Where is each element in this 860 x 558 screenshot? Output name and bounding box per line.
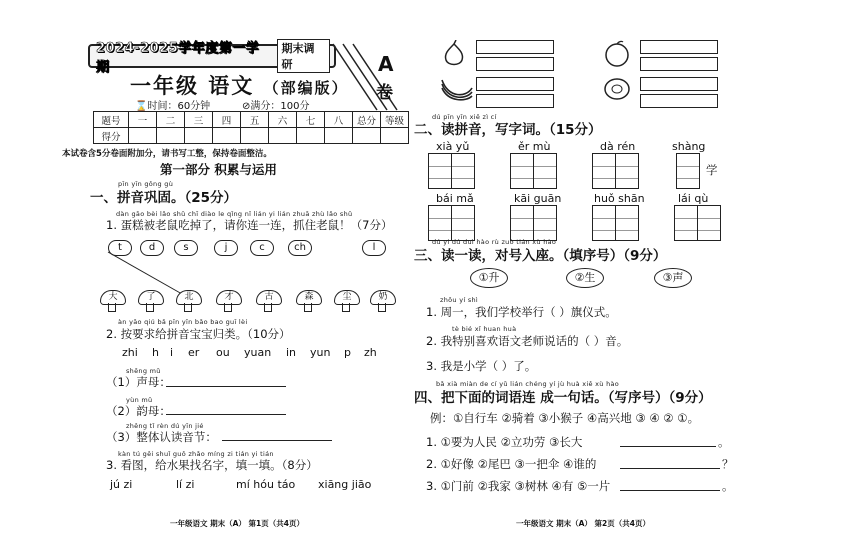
hanzi-mushroom[interactable]: 奶 bbox=[370, 290, 394, 312]
table-cell[interactable] bbox=[185, 128, 213, 144]
syllable: yuan bbox=[244, 346, 272, 359]
fruit-word: mí hóu táo bbox=[236, 478, 296, 491]
table-cell[interactable] bbox=[297, 128, 325, 144]
q4-item-end: 。 bbox=[722, 479, 734, 493]
q4-item: 2. ①好像 ②尾巴 ③一把伞 ④谁的 bbox=[426, 457, 597, 471]
table-cell[interactable] bbox=[353, 128, 381, 144]
q4-item: 1. ①要为人民 ②立功劳 ③长大 bbox=[426, 435, 583, 449]
pinyin-cloud[interactable]: c bbox=[250, 240, 274, 256]
q1-1-pinyin: dàn gāo bèi lǎo shǔ chī diào le qǐng nǐ lián yi lián zhuā zhù lǎo shǔ bbox=[116, 210, 353, 218]
banner-type: 期末调研 bbox=[277, 39, 330, 73]
hanzi-mushroom[interactable]: 北 bbox=[176, 290, 200, 312]
fruit-word: lí zi bbox=[176, 478, 195, 491]
table-cell[interactable] bbox=[381, 128, 409, 144]
table-cell[interactable] bbox=[129, 128, 157, 144]
q1-pinyin: pīn yīn gǒng gù bbox=[118, 180, 174, 188]
table-cell[interactable] bbox=[325, 128, 353, 144]
table-cell: 总分 bbox=[353, 112, 381, 128]
tianzige-box[interactable] bbox=[510, 153, 556, 189]
pinyin-cloud[interactable]: l bbox=[362, 240, 386, 256]
tianzige-box[interactable] bbox=[510, 205, 556, 241]
answer-box[interactable] bbox=[476, 94, 554, 108]
table-cell: 三 bbox=[185, 112, 213, 128]
word-pinyin: bái mǎ bbox=[436, 192, 474, 205]
answer-box[interactable] bbox=[640, 57, 718, 71]
right-page bbox=[410, 0, 860, 558]
exam-banner bbox=[88, 41, 336, 75]
hanzi-mushroom[interactable]: 森 bbox=[296, 290, 320, 312]
option-oval: ②生 bbox=[566, 268, 604, 288]
banana-icon bbox=[438, 74, 474, 102]
table-cell: 等级 bbox=[381, 112, 409, 128]
page-footer: 一年级语文 期末（A） 第2页（共4页） bbox=[516, 519, 650, 528]
pear-icon bbox=[438, 40, 470, 68]
answer-line[interactable] bbox=[166, 414, 286, 415]
sentence: 1. 周一，我们学校举行（ ）旗仪式。 bbox=[426, 305, 617, 319]
table-cell: 一 bbox=[129, 112, 157, 128]
q4-pinyin: bǎ xià miàn de cí yǔ lián chéng yí jù huà xiě xù hào bbox=[436, 380, 620, 388]
answer-box[interactable] bbox=[640, 40, 718, 54]
table-cell: 二 bbox=[157, 112, 185, 128]
fruit-word: jú zi bbox=[110, 478, 133, 491]
hanzi-mushroom[interactable]: 尘 bbox=[334, 290, 358, 312]
zhengti-label: （3）整体认读音节： bbox=[106, 430, 217, 444]
option-oval: ①升 bbox=[470, 268, 508, 288]
pinyin-cloud[interactable]: d bbox=[140, 240, 164, 256]
q2-title: 二、读拼音，写字词。（15分） bbox=[414, 122, 602, 138]
word-pinyin: dà rén bbox=[600, 140, 636, 153]
s1-pinyin: zhōu yí shì bbox=[440, 296, 479, 304]
syllable: i bbox=[170, 346, 174, 359]
tianzige-box[interactable] bbox=[674, 205, 720, 241]
q4-item: 3. ①门前 ②我家 ③树林 ④有 ⑤一片 bbox=[426, 479, 611, 493]
corner-decoration bbox=[325, 40, 410, 120]
fruit-word: xiāng jiāo bbox=[318, 478, 372, 491]
table-cell[interactable] bbox=[213, 128, 241, 144]
left-page bbox=[0, 0, 410, 558]
tianzige-box[interactable] bbox=[592, 153, 638, 189]
syllable: yun bbox=[310, 346, 331, 359]
clock-icon: ⌛ bbox=[135, 101, 148, 112]
zhengti-pinyin: zhěng tǐ rèn dú yīn jié bbox=[126, 422, 204, 430]
table-cell[interactable] bbox=[241, 128, 269, 144]
word-pinyin: xià yǔ bbox=[436, 140, 470, 153]
syllable: er bbox=[188, 346, 200, 359]
q2-pinyin: dú pīn yīn xiě zì cí bbox=[432, 113, 497, 121]
syllable: in bbox=[286, 346, 297, 359]
page-title bbox=[130, 70, 349, 100]
tianzige-box[interactable] bbox=[428, 205, 474, 241]
word-pinyin: lái qù bbox=[678, 192, 709, 205]
table-cell[interactable] bbox=[269, 128, 297, 144]
option-oval: ③声 bbox=[654, 268, 692, 288]
q3-pinyin: dú yi dú duì hào rù zuò tián xù hào bbox=[432, 238, 557, 246]
q4-title: 四、把下面的词语连 成一句话。（写序号）（9分） bbox=[414, 390, 712, 406]
paper-suffix: 卷 bbox=[376, 83, 393, 103]
word-suffix: 学 bbox=[706, 163, 718, 177]
shengmu-label: （1）声母： bbox=[106, 375, 171, 389]
table-cell: 得分 bbox=[94, 128, 129, 144]
q1-2-pinyin: àn yāo qiú bǎ pīn yīn bǎo bao guī lèi bbox=[118, 318, 248, 326]
hanzi-mushroom[interactable]: 古 bbox=[256, 290, 280, 312]
pinyin-cloud[interactable]: j bbox=[214, 240, 238, 256]
yunmu-pinyin: yùn mǔ bbox=[126, 396, 153, 404]
table-cell: 六 bbox=[269, 112, 297, 128]
syllable: h bbox=[152, 346, 159, 359]
answer-box[interactable] bbox=[476, 77, 554, 91]
table-cell: 八 bbox=[325, 112, 353, 128]
paper-letter: A bbox=[378, 52, 394, 76]
answer-box[interactable] bbox=[640, 94, 718, 108]
hanzi-mushroom[interactable]: 才 bbox=[216, 290, 240, 312]
syllable: p bbox=[344, 346, 351, 359]
table-cell: 七 bbox=[297, 112, 325, 128]
hanzi-mushroom[interactable]: 了 bbox=[138, 290, 162, 312]
q4-item-end: 。 bbox=[718, 435, 730, 449]
answer-line[interactable] bbox=[620, 490, 720, 491]
table-cell[interactable] bbox=[157, 128, 185, 144]
orange-icon bbox=[602, 40, 632, 68]
q1-3-text: 3. 看图，给水果找名字，填一填。（8分） bbox=[106, 458, 318, 472]
answer-line[interactable] bbox=[166, 386, 286, 387]
exam-note: 本试卷含5分卷面附加分，请书写工整，保持卷面整洁。 bbox=[62, 149, 272, 159]
pinyin-cloud[interactable]: s bbox=[174, 240, 198, 256]
tianzige-box[interactable] bbox=[592, 205, 638, 241]
answer-box[interactable] bbox=[640, 77, 718, 91]
shengmu-pinyin: shēng mǔ bbox=[126, 367, 161, 375]
table-cell: 四 bbox=[213, 112, 241, 128]
q1-title: 一、拼音巩固。（25分） bbox=[90, 190, 238, 206]
q1-1-text: 1. 蛋糕被老鼠吃掉了，请你连一连，抓住老鼠！（7分） bbox=[106, 218, 393, 232]
q1-3-pinyin: kàn tú gěi shuǐ guǒ zhǎo míng zi tián yi tián bbox=[118, 450, 274, 458]
score-table bbox=[93, 111, 409, 144]
yunmu-label: （2）韵母： bbox=[106, 404, 171, 418]
word-pinyin: kāi guān bbox=[514, 192, 562, 205]
answer-box[interactable] bbox=[476, 57, 554, 71]
time-info: ⌛时间：60分钟 bbox=[135, 101, 211, 112]
answer-line[interactable] bbox=[620, 468, 720, 469]
answer-line[interactable] bbox=[222, 440, 332, 441]
syllable: ou bbox=[216, 346, 230, 359]
answer-box[interactable] bbox=[476, 40, 554, 54]
word-pinyin: ěr mù bbox=[518, 140, 551, 153]
answer-line[interactable] bbox=[620, 446, 716, 447]
word-pinyin: huǒ shān bbox=[594, 192, 645, 205]
score-table-header bbox=[94, 112, 409, 128]
example-line: 例：①自行车 ②骑着 ③小猴子 ④高兴地 ③ ④ ② ①。 bbox=[430, 411, 700, 425]
tianzige-box[interactable] bbox=[676, 153, 699, 189]
edition: （部编版） bbox=[263, 79, 349, 97]
check-circle-icon: ⊘ bbox=[242, 101, 251, 112]
sentence: 2. 我特别喜欢语文老师说话的（ ）音。 bbox=[426, 334, 629, 348]
score-info: ⊘满分：100分 bbox=[242, 101, 310, 112]
grade-subject: 一年级 语文 bbox=[130, 74, 255, 98]
kiwi-icon bbox=[602, 76, 632, 102]
pinyin-cloud[interactable]: t bbox=[108, 240, 132, 256]
syllable: zh bbox=[364, 346, 377, 359]
table-cell: 题号 bbox=[94, 112, 129, 128]
part-title: 第一部分 积累与运用 bbox=[160, 162, 277, 177]
banner-year-term: 2024-2025学年度第一学期 bbox=[96, 41, 260, 75]
q3-title: 三、读一读，对号入座。（填序号）（9分） bbox=[414, 248, 667, 264]
table-cell: 五 bbox=[241, 112, 269, 128]
sentence: 3. 我是小学（ ）了。 bbox=[426, 359, 537, 373]
q4-item-end: ？ bbox=[722, 457, 734, 471]
q1-2-text: 2. 按要求给拼音宝宝归类。（10分） bbox=[106, 327, 291, 341]
word-pinyin: shàng bbox=[672, 140, 706, 153]
pinyin-cloud[interactable]: ch bbox=[288, 240, 312, 256]
hanzi-mushroom[interactable]: 大 bbox=[100, 290, 124, 312]
page-footer: 一年级语文 期末（A） 第1页（共4页） bbox=[170, 519, 304, 528]
tianzige-box[interactable] bbox=[428, 153, 474, 189]
s2-pinyin: tè bié xǐ huan huà bbox=[452, 325, 517, 333]
score-table-row bbox=[94, 128, 409, 144]
syllable: zhi bbox=[122, 346, 138, 359]
